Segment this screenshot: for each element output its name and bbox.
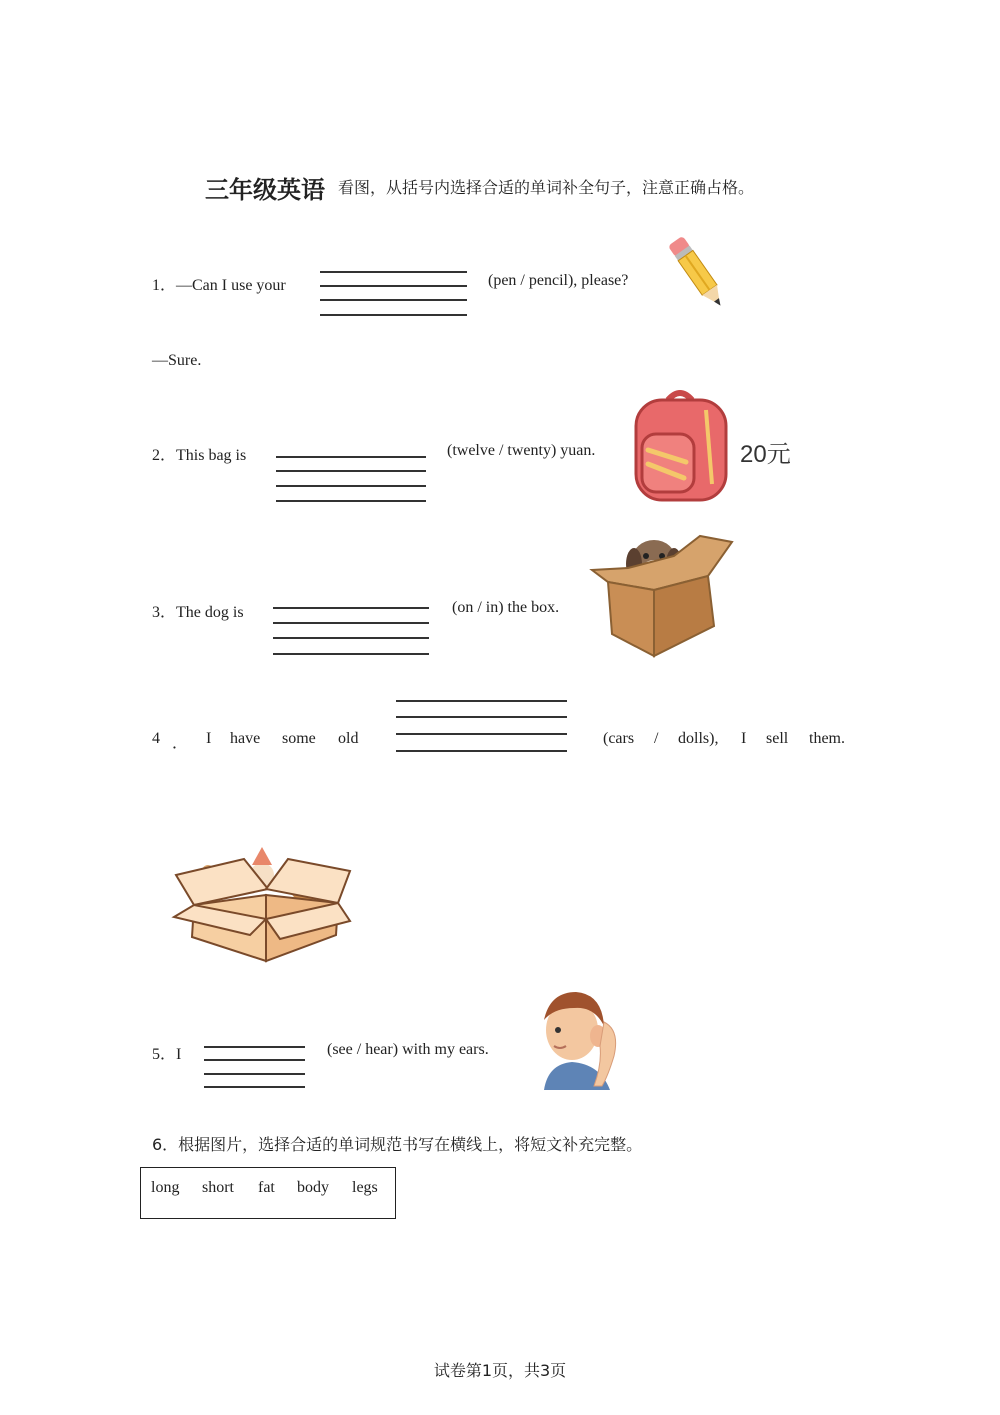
dog-in-box-icon — [588, 530, 736, 658]
q4-option: dolls), — [678, 730, 719, 747]
word-bank-item: body — [297, 1179, 329, 1196]
page-title: 三年级英语 — [205, 176, 325, 204]
price-label: 20元 — [740, 441, 791, 468]
instruction: 看图，从括号内选择合适的单词补全句子，注意正确占格。 — [338, 178, 755, 197]
q4-word: have — [230, 730, 261, 747]
word-bank-item: fat — [258, 1179, 275, 1196]
q2-answer-lines[interactable] — [276, 456, 426, 502]
q5-stem: 5．I — [152, 1046, 182, 1063]
word-bank-item: long — [151, 1179, 180, 1196]
q4-word: some — [282, 730, 316, 747]
q4-word: old — [338, 730, 359, 747]
word-bank-item: legs — [352, 1179, 378, 1196]
boy-listening-icon — [524, 986, 620, 1090]
q1-stem: 1．—Can I use your — [152, 277, 286, 294]
toy-box-icon — [170, 845, 356, 963]
q4-word: I — [741, 730, 747, 747]
q4-num: 4 — [152, 730, 160, 747]
q4-dot: ． — [172, 735, 189, 752]
q1-reply: —Sure. — [152, 352, 202, 369]
q2-stem: 2．This bag is — [152, 447, 247, 464]
q3-stem: 3．The dog is — [152, 604, 244, 621]
q4-option: / — [654, 730, 659, 747]
q3-answer-lines[interactable] — [273, 607, 429, 655]
word-bank-item: short — [202, 1179, 234, 1196]
page-footer: 试卷第1页，共3页 — [433, 1361, 567, 1380]
q4-word: sell — [766, 730, 789, 747]
q4-word: I — [206, 730, 212, 747]
q4-option: (cars — [603, 730, 635, 747]
q4-answer-lines[interactable] — [396, 700, 567, 752]
q5-options: (see / hear) with my ears. — [327, 1041, 489, 1058]
q1-answer-lines[interactable] — [320, 271, 467, 317]
q5-answer-lines[interactable] — [204, 1046, 305, 1088]
q4-word: them. — [809, 730, 845, 747]
q3-options: (on / in) the box. — [452, 599, 560, 616]
q1-options: (pen / pencil), please? — [488, 272, 629, 289]
q2-options: (twelve / twenty) yuan. — [447, 442, 596, 459]
backpack-icon — [628, 386, 732, 504]
word-bank — [140, 1167, 396, 1219]
pencil-icon — [660, 228, 735, 316]
q6-instruction: 6．根据图片，选择合适的单词规范书写在横线上，将短文补充完整。 — [152, 1135, 643, 1154]
